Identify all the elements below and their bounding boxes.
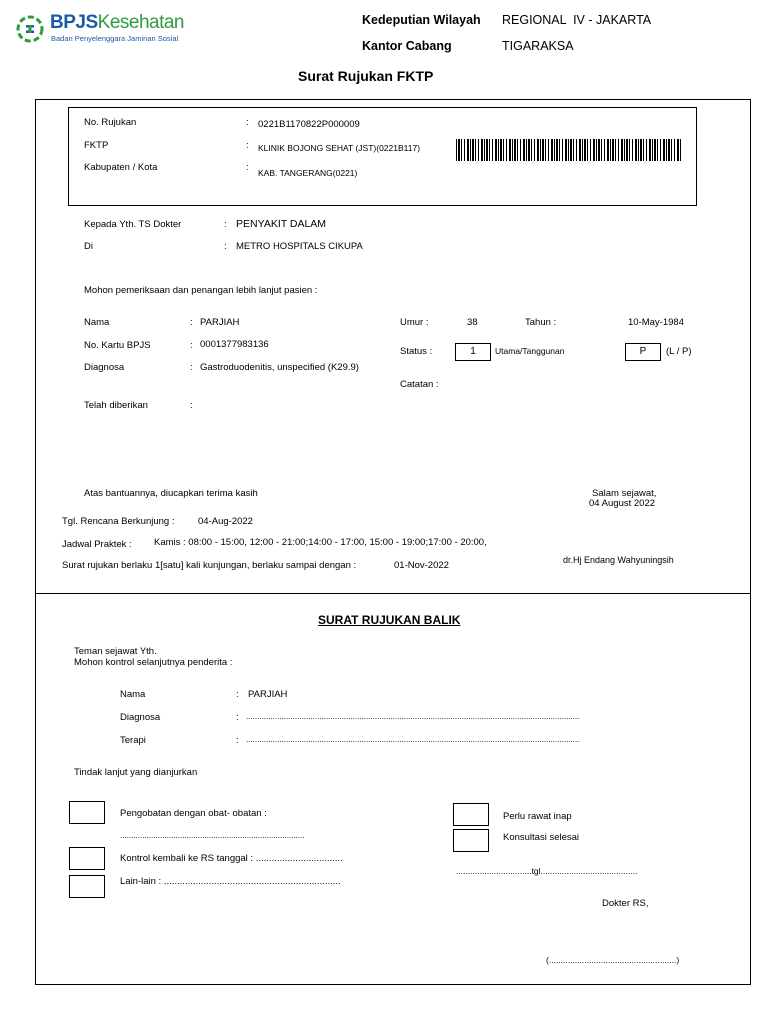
umur-value: 38 (467, 317, 478, 328)
wilayah-label: Kedeputian Wilayah (362, 13, 481, 27)
wilayah-value: REGIONAL IV - JAKARTA (502, 13, 652, 27)
brand-kesehatan: Kesehatan (97, 12, 184, 33)
checkbox-kontrol[interactable] (69, 847, 105, 870)
colon: : (236, 689, 239, 700)
status-text: Utama/Tanggunan (495, 346, 565, 356)
colon: : (236, 712, 239, 723)
balik-diagnosa-label: Diagnosa (120, 712, 161, 723)
colon: : (246, 140, 249, 151)
opt-pengobatan-dots: ................................................................................... (120, 831, 305, 840)
colon: : (224, 241, 227, 252)
balik-title: SURAT RUJUKAN BALIK (318, 613, 461, 627)
no-rujukan-value: 0221B1170822P000009 (258, 119, 360, 130)
doctor-name: dr.Hj Endang Wahyuningsih (563, 555, 674, 565)
balik-nama-label: Nama (120, 689, 146, 700)
no-rujukan-label: No. Rujukan (84, 117, 137, 128)
section-divider (35, 593, 751, 594)
mohon-text: Mohon pemeriksaan dan penangan lebih lanjut pasien : (84, 285, 318, 296)
salam-text: Salam sejawat, (592, 488, 657, 499)
umur-label: Umur : (400, 317, 429, 328)
opt-lain: Lain-lain : ................................................................... (120, 876, 341, 887)
tahun-label: Tahun : (525, 317, 557, 328)
colon: : (224, 219, 227, 230)
nama-value: PARJIAH (200, 317, 240, 328)
balik-diagnosa-dots: ...................................................................................................................................................... (246, 712, 580, 721)
signature-line: (......................................................) (546, 955, 680, 965)
status-label: Status : (400, 346, 433, 357)
bpjs-logo-icon (16, 14, 44, 44)
colon: : (190, 400, 193, 411)
colon: : (246, 162, 249, 173)
kabupaten-label: Kabupaten / Kota (84, 162, 158, 173)
status-box: 1 (455, 343, 491, 361)
cabang-value: TIGARAKSA (502, 39, 574, 53)
colon: : (190, 362, 193, 373)
opt-konsultasi: Konsultasi selesai (503, 832, 580, 843)
tgl-rencana-label: Tgl. Rencana Berkunjung : (62, 516, 175, 527)
checkbox-rawat-inap[interactable] (453, 803, 489, 826)
nama-label: Nama (84, 317, 110, 328)
brand-bpjs: BPJS (50, 12, 98, 33)
fktp-value: KLINIK BOJONG SEHAT (JST)(0221B117) (258, 143, 421, 153)
gender-box: P (625, 343, 661, 361)
kepada-label: Kepada Yth. TS Dokter (84, 219, 182, 230)
thanks-text: Atas bantuannya, diucapkan terima kasih (84, 488, 258, 499)
checkbox-pengobatan[interactable] (69, 801, 105, 824)
kepada-value: PENYAKIT DALAM (236, 218, 327, 230)
di-value: METRO HOSPITALS CIKUPA (236, 241, 363, 252)
tgl-line: ................................tgl......................................... (456, 866, 638, 876)
colon: : (190, 340, 193, 351)
colon: : (246, 117, 249, 128)
berlaku-label: Surat rujukan berlaku 1[satu] kali kunjungan, berlaku sampai dengan : (62, 560, 357, 571)
dokter-rs: Dokter RS, (602, 898, 649, 909)
gender-text: (L / P) (666, 346, 692, 357)
opt-pengobatan: Pengobatan dengan obat- obatan : (120, 808, 267, 819)
jadwal-label: Jadwal Praktek : (62, 539, 132, 550)
balik-terapi-label: Terapi (120, 735, 146, 746)
opt-kontrol: Kontrol kembali ke RS tanggal : ................................. (120, 853, 343, 864)
tgl-rencana-value: 04-Aug-2022 (198, 516, 253, 527)
barcode (456, 139, 682, 161)
kartu-value: 0001377983136 (200, 339, 269, 350)
colon: : (236, 735, 239, 746)
brand-subtitle: Badan Penyelenggara Jaminan Sosial (51, 34, 179, 43)
teman-text: Teman sejawat Yth. (74, 646, 157, 657)
diagnosa-label: Diagnosa (84, 362, 125, 373)
kontrol-text: Mohon kontrol selanjutnya penderita : (74, 657, 233, 668)
jadwal-value: Kamis : 08:00 - 15:00, 12:00 - 21:00;14:00 - 17:00, 15:00 - 19:00;17:00 - 20:00, (154, 537, 487, 548)
checkbox-konsultasi[interactable] (453, 829, 489, 852)
diagnosa-value: Gastroduodenitis, unspecified (K29.9) (200, 362, 359, 373)
tindak-text: Tindak lanjut yang dianjurkan (74, 767, 198, 778)
catatan-label: Catatan : (400, 379, 439, 390)
logo (16, 12, 196, 46)
balik-terapi-dots: ...................................................................................................................................................... (246, 735, 580, 744)
kabupaten-value: KAB. TANGERANG(0221) (258, 168, 358, 178)
fktp-label: FKTP (84, 140, 109, 151)
di-label: Di (84, 241, 93, 252)
opt-rawat-inap: Perlu rawat inap (503, 811, 572, 822)
closing-date: 04 August 2022 (589, 498, 656, 509)
colon: : (190, 317, 193, 328)
checkbox-lain[interactable] (69, 875, 105, 898)
diberikan-label: Telah diberikan (84, 400, 148, 411)
tahun-value: 10-May-1984 (628, 317, 684, 328)
berlaku-value: 01-Nov-2022 (394, 560, 449, 571)
cabang-label: Kantor Cabang (362, 39, 452, 53)
kartu-label: No. Kartu BPJS (84, 340, 151, 351)
balik-nama-value: PARJIAH (248, 689, 288, 700)
page-title: Surat Rujukan FKTP (298, 68, 434, 84)
